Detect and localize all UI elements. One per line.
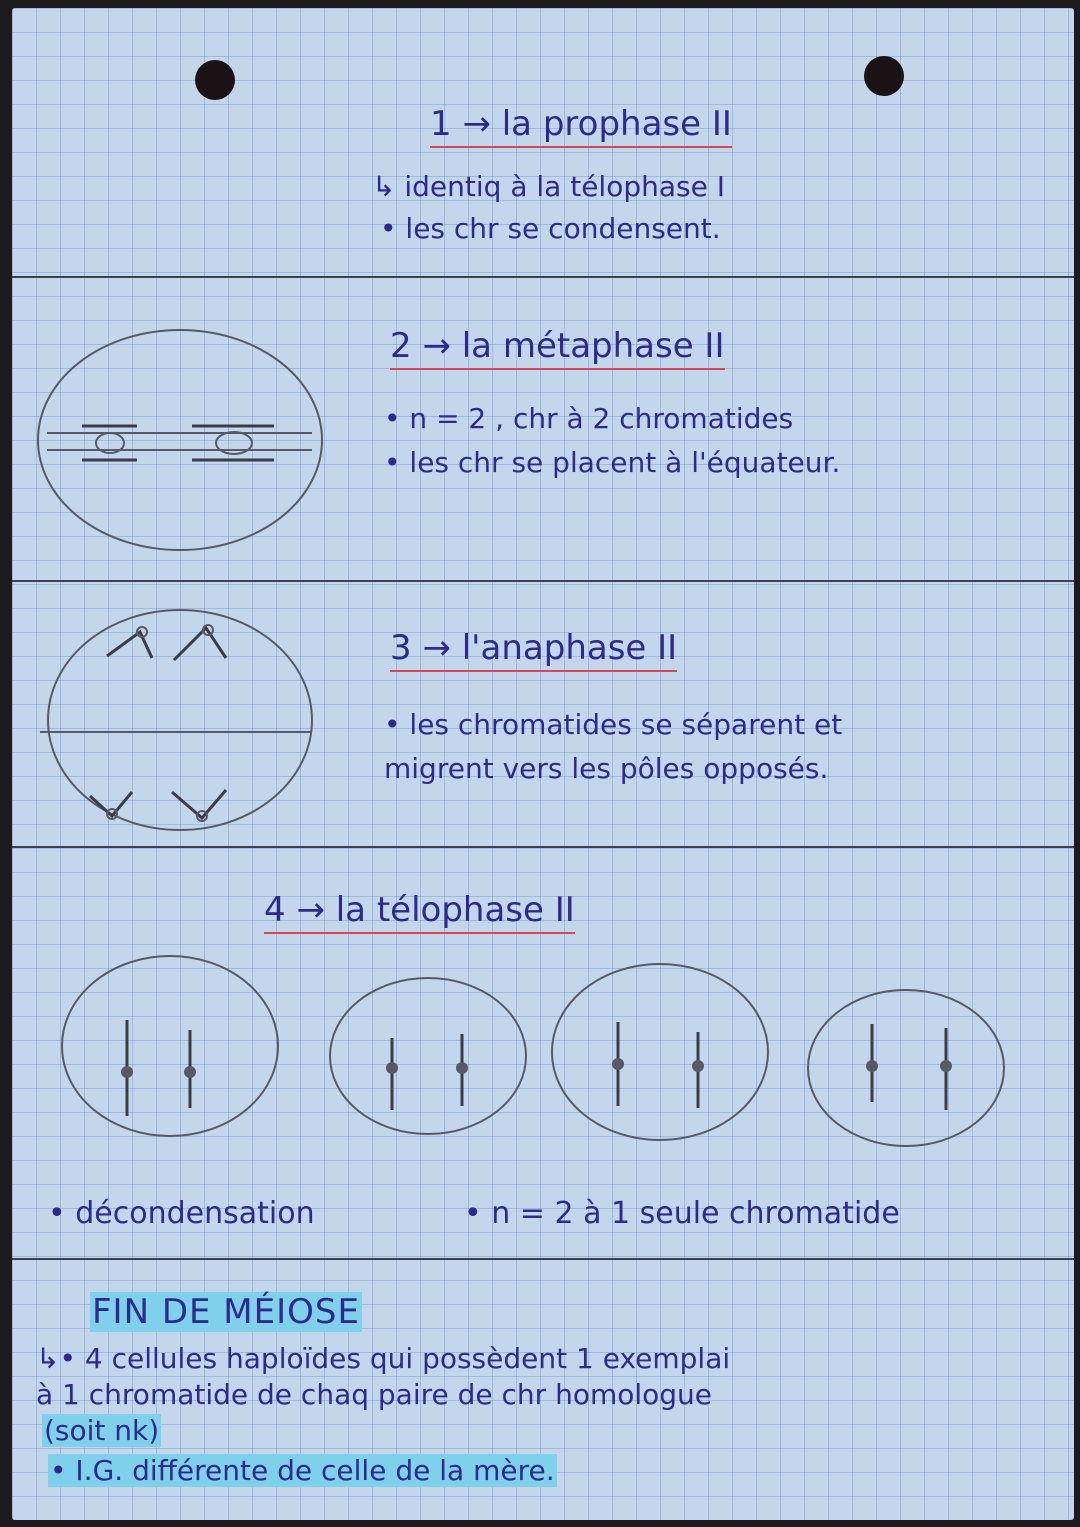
- prophase-line-2: • les chr se condensent.: [380, 212, 721, 245]
- telophase-cell-1: [62, 956, 278, 1136]
- conclusion-line-4: • I.G. différente de celle de la mère.: [50, 1454, 555, 1487]
- anaphase-chromatid-4: [172, 790, 226, 818]
- anaphase-line-2: migrent vers les pôles opposés.: [384, 752, 829, 785]
- metaphase-line-2: • les chr se placent à l'équateur.: [384, 446, 841, 479]
- telophase-cell-3: [552, 964, 768, 1140]
- conclusion-line-1: ↳• 4 cellules haploïdes qui possèdent 1 exemplai: [36, 1342, 731, 1375]
- anaphase-line-1: • les chromatides se séparent et: [384, 708, 843, 741]
- telophase-note-2: • n = 2 à 1 seule chromatide: [464, 1196, 900, 1231]
- metaphase-title: 2 → la métaphase II: [390, 326, 725, 366]
- metaphase-line-1: • n = 2 , chr à 2 chromatides: [384, 402, 794, 435]
- prophase-title: 1 → la prophase II: [430, 104, 732, 144]
- telophase-cell-4: [808, 990, 1004, 1146]
- notebook-page: [12, 8, 1074, 1520]
- telophase-title: 4 → la télophase II: [264, 890, 575, 930]
- anaphase-chromatid-2: [174, 628, 226, 660]
- telophase-cell-2: [330, 978, 526, 1134]
- prophase-line-1: ↳ identiq à la télophase I: [372, 170, 725, 203]
- telophase-note-1: • décondensation: [48, 1196, 315, 1231]
- conclusion-line-2: à 1 chromatide de chaq paire de chr homologue: [36, 1378, 713, 1411]
- cell-drawings: [12, 8, 1074, 1520]
- anaphase-title: 3 → l'anaphase II: [390, 628, 677, 668]
- metaphase-cell: [38, 330, 322, 550]
- conclusion-line-3: (soit nk): [44, 1414, 160, 1447]
- conclusion-heading: FIN DE MÉIOSE: [92, 1292, 360, 1332]
